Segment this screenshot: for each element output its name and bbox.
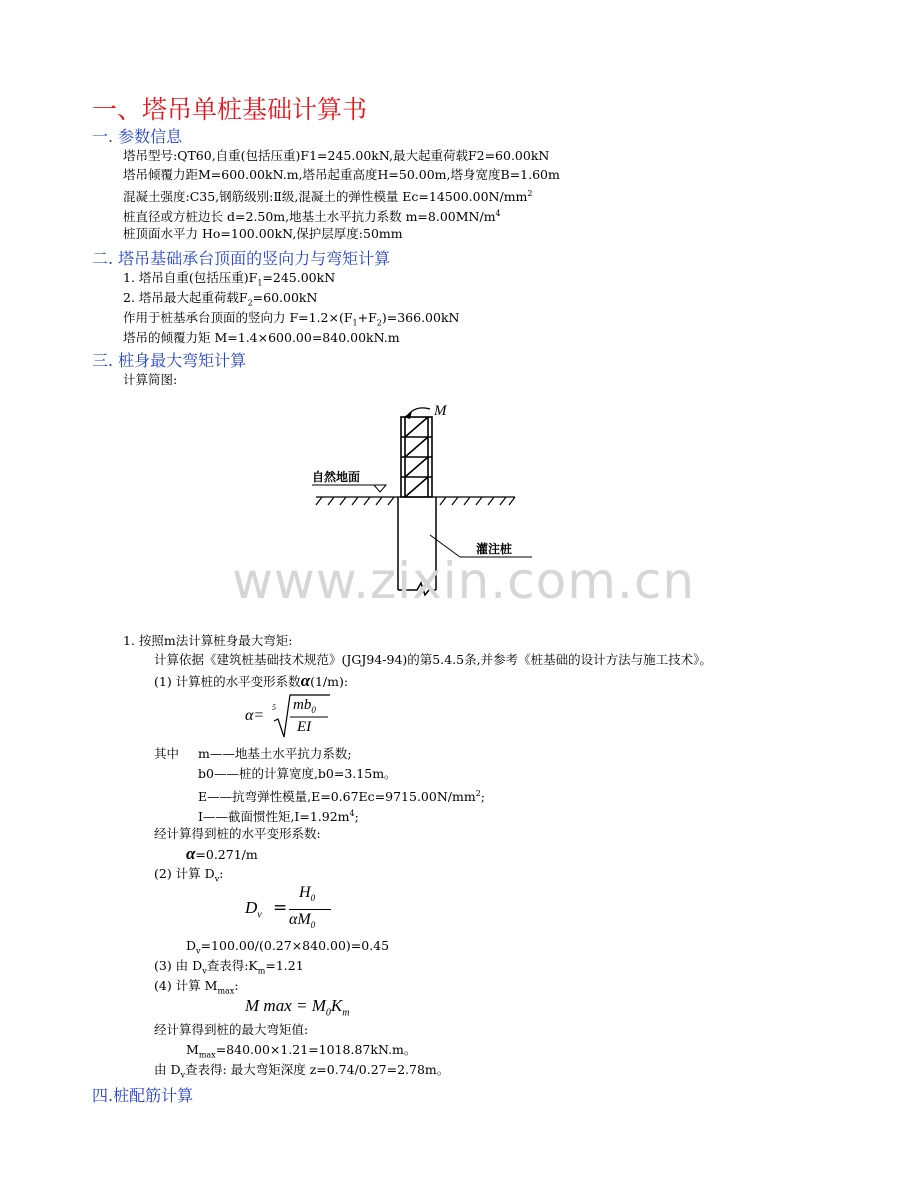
dv-denominator: $\alpha M_0$ (289, 911, 316, 931)
alpha-numerator: $mb_0$ (293, 697, 316, 715)
formula-dv: $D_v$ = $H_0$ $\alpha M_0$ (245, 884, 335, 934)
tower-truss (401, 417, 432, 497)
force-line-4: 塔吊的倾覆力矩 M=1.4×600.00=840.00kN.m (123, 330, 400, 345)
dv-intro: (2) 计算 $D_v$: (154, 866, 224, 884)
step-1: 1. 按照m法计算桩身最大弯矩: (123, 633, 293, 648)
ground-marker-icon (374, 485, 386, 492)
ground-line (316, 497, 515, 505)
force-line-1: 1. 塔吊自重(包括压重)$F_1=245.00kN$ (123, 270, 336, 288)
param-line-5: 桩顶面水平力 Ho=100.00kN,保护层厚度:50mm (123, 226, 403, 241)
alpha-intro: (1) 计算桩的水平变形系数α(1/m): (154, 671, 349, 690)
moment-label: M (434, 403, 447, 419)
param-line-3: 混凝土强度:C35,钢筋级别:Ⅱ级,混凝土的弹性模量 $Ec=14500.00N/mm^2$ (123, 189, 533, 205)
document-title: 一、塔吊单桩基础计算书 (92, 95, 368, 124)
force-line-3: 作用于桩基承台顶面的竖向力 $F=1.2\times(F_1+F_2)=366.00kN$ (123, 310, 460, 328)
def-b0: b0——桩的计算宽度,b0=3.15m。 (198, 766, 397, 781)
where-label: 其中 (154, 746, 180, 761)
force-line-2: 2. 塔吊最大起重荷载$F_2=60.00kN$ (123, 290, 318, 308)
mmax-intro: (4) 计算 $M_{max}$: (154, 978, 239, 996)
moment-arrow-icon (408, 408, 430, 415)
km-line: (3) 由 $D_v$查表得$:K_m=1.21$ (154, 958, 304, 976)
formula-alpha: α= 5 $mb_0$ EI (245, 693, 340, 741)
param-line-2: 塔吊倾覆力距M=600.00kN.m,塔吊起重高度H=50.00m,塔身宽度B=1.60m (123, 167, 560, 182)
diagram-caption: 计算简图: (123, 372, 178, 387)
calc-basis: 计算依据《建筑桩基础技术规范》(JGJ94-94)的第5.4.5条,并参考《桩基础的设计方法与施工技术》。 (154, 652, 712, 667)
pile-label: 灌注桩 (476, 542, 513, 556)
param-line-4: 桩直径或方桩边长 d=2.50m,地基土水平抗力系数 $m=8.00MN/m^4$ (123, 209, 501, 225)
def-i: I——截面惯性矩$,I=1.92m^4$; (198, 809, 359, 825)
ground-label: 自然地面 (312, 470, 361, 484)
formula-mmax: M $\max = M_0K_m$ (245, 996, 350, 1019)
mmax-calc: $M_{max}=840.00\times 1.21=1018.87kN.m$。 (186, 1042, 417, 1060)
watermark: www.zixin.com.cn (232, 552, 696, 610)
section-4-heading: 四.桩配筋计算 (92, 1086, 194, 1105)
mmax-result-label: 经计算得到桩的最大弯矩值: (154, 1022, 309, 1037)
section-1-heading: 一. 参数信息 (92, 127, 183, 146)
param-line-1: 塔吊型号:QT60,自重(包括压重)F1=245.00kN,最大起重荷载F2=60.00kN (123, 148, 550, 163)
dv-lhs: $D_v$ (245, 898, 262, 921)
dv-calc: $D_v=100.00/(0.27\times 840.00)=0.45$ (186, 938, 390, 956)
def-m: m——地基土水平抗力系数; (198, 746, 352, 761)
alpha-result: α=0.271/m (186, 844, 258, 863)
dv-numerator: $H_0$ (299, 884, 316, 904)
depth-line: 由 $D_v$查表得: 最大弯矩深度 z=0.74/0.27=2.78m。 (154, 1062, 450, 1080)
section-3-heading: 三. 桩身最大弯矩计算 (92, 351, 247, 370)
def-e: E——抗弯弹性模量$,E=0.67Ec=9715.00N/mm^2$; (198, 789, 485, 805)
alpha-result-label: 经计算得到桩的水平变形系数: (154, 826, 321, 841)
alpha-denominator: EI (297, 719, 312, 735)
section-2-heading: 二. 塔吊基础承台顶面的竖向力与弯矩计算 (92, 249, 391, 268)
